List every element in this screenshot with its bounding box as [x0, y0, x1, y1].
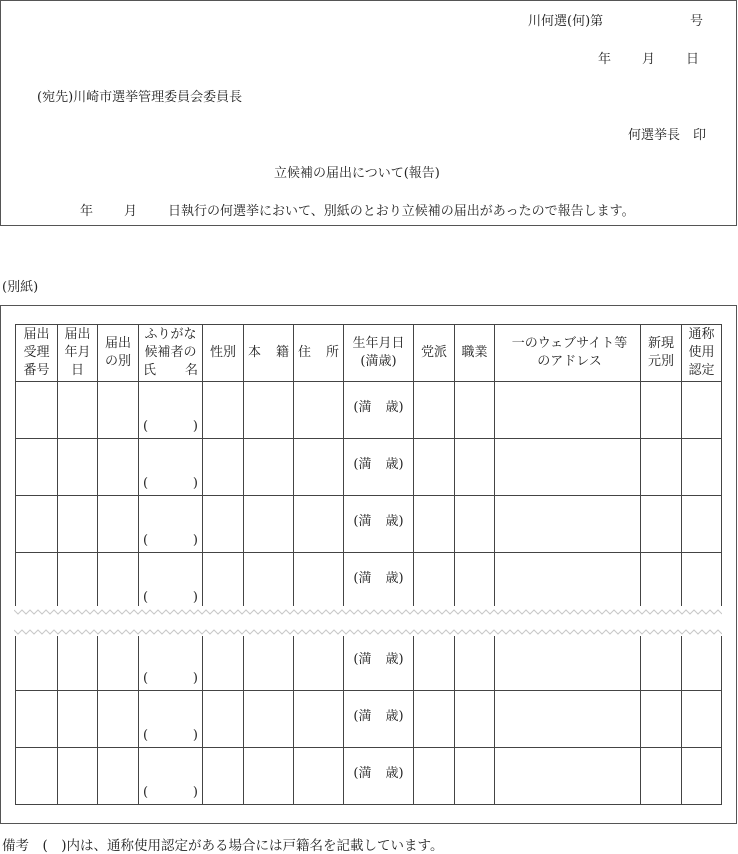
- table-cell[interactable]: [682, 382, 722, 439]
- birthdate-cell[interactable]: [344, 748, 414, 805]
- legal-name-brackets: ( ): [143, 671, 198, 686]
- report-number-label: 川何選(何)第: [528, 14, 604, 29]
- col-header-receipt-number: 届出 受理 番号: [16, 325, 58, 382]
- table-cell[interactable]: [294, 496, 344, 553]
- table-cell[interactable]: [294, 634, 344, 691]
- table-cell[interactable]: [16, 748, 58, 805]
- table-cell[interactable]: [495, 553, 641, 610]
- table-cell[interactable]: [16, 496, 58, 553]
- table-cell[interactable]: [495, 691, 641, 748]
- table-cell[interactable]: [58, 439, 98, 496]
- col-header-registered-domicile: 本 籍: [244, 325, 294, 382]
- candidate-name-cell[interactable]: [139, 496, 203, 553]
- table-cell[interactable]: [203, 382, 244, 439]
- table-cell[interactable]: [495, 382, 641, 439]
- table-cell[interactable]: [495, 496, 641, 553]
- candidate-name-cell[interactable]: [139, 634, 203, 691]
- report-title: 立候補の届出について(報告): [274, 166, 440, 181]
- table-cell[interactable]: [641, 634, 682, 691]
- table-cell[interactable]: [414, 496, 455, 553]
- report-body: [80, 200, 635, 219]
- table-cell[interactable]: [294, 748, 344, 805]
- age-placeholder: (満 歳): [353, 571, 404, 586]
- age-placeholder: (満 歳): [353, 514, 404, 529]
- table-cell[interactable]: [98, 634, 139, 691]
- birthdate-cell[interactable]: [344, 439, 414, 496]
- table-cell[interactable]: [495, 634, 641, 691]
- report-number-suffix: 号: [690, 14, 704, 29]
- body-month: 月: [124, 204, 138, 219]
- table-cell[interactable]: [203, 748, 244, 805]
- legal-name-brackets: ( ): [143, 728, 198, 743]
- col-header-gender: 性別: [203, 325, 244, 382]
- table-cell[interactable]: [414, 634, 455, 691]
- col-header-candidate-name: ふりがな 候補者の 氏 名: [139, 325, 203, 382]
- report-date: [598, 48, 699, 67]
- candidate-name-cell[interactable]: [139, 439, 203, 496]
- table-cell[interactable]: [203, 439, 244, 496]
- table-cell[interactable]: [203, 634, 244, 691]
- table-cell[interactable]: [682, 496, 722, 553]
- table-row: [16, 748, 722, 805]
- table-cell[interactable]: [641, 382, 682, 439]
- birthdate-cell[interactable]: [344, 634, 414, 691]
- table-cell[interactable]: [682, 439, 722, 496]
- table-row: [16, 553, 722, 610]
- legal-name-brackets: ( ): [143, 476, 198, 491]
- table-cell[interactable]: [294, 439, 344, 496]
- table-cell[interactable]: [455, 691, 495, 748]
- candidate-name-cell[interactable]: [139, 691, 203, 748]
- col-header-website: 一のウェブサイト等 のアドレス: [495, 325, 641, 382]
- table-cell[interactable]: [244, 439, 294, 496]
- age-placeholder: (満 歳): [353, 652, 404, 667]
- table-cell[interactable]: [203, 496, 244, 553]
- table-cell[interactable]: [58, 634, 98, 691]
- table-row: [16, 382, 722, 439]
- table-cell[interactable]: [414, 691, 455, 748]
- col-header-address: 住 所: [294, 325, 344, 382]
- header-row: [16, 325, 722, 382]
- table-cell[interactable]: [641, 496, 682, 553]
- addressee: (宛先)川崎市選挙管理委員会委員長: [37, 90, 243, 105]
- table-cell[interactable]: [58, 748, 98, 805]
- legal-name-brackets: ( ): [143, 590, 198, 605]
- table-cell[interactable]: [58, 496, 98, 553]
- table-cell[interactable]: [98, 439, 139, 496]
- table-row: [16, 691, 722, 748]
- table-row: [16, 634, 722, 691]
- table-cell[interactable]: [244, 691, 294, 748]
- table-cell[interactable]: [16, 634, 58, 691]
- table-cell[interactable]: [455, 553, 495, 610]
- table-cell[interactable]: [641, 748, 682, 805]
- table-cell[interactable]: [98, 496, 139, 553]
- table-cell[interactable]: [294, 691, 344, 748]
- table-cell[interactable]: [455, 496, 495, 553]
- table-cell[interactable]: [244, 553, 294, 610]
- col-header-new-incumbent: 新現 元別: [641, 325, 682, 382]
- col-header-filing-type: 届出 の別: [98, 325, 139, 382]
- age-placeholder: (満 歳): [353, 457, 404, 472]
- candidate-name-cell[interactable]: [139, 553, 203, 610]
- table-cell[interactable]: [16, 553, 58, 610]
- table-cell[interactable]: [98, 553, 139, 610]
- legal-name-brackets: ( ): [143, 419, 198, 434]
- table-cell[interactable]: [16, 439, 58, 496]
- table-cell[interactable]: [682, 691, 722, 748]
- col-header-occupation: 職業: [455, 325, 495, 382]
- date-year: 年: [598, 52, 612, 67]
- birthdate-cell[interactable]: [344, 382, 414, 439]
- table-cell[interactable]: [455, 748, 495, 805]
- birthdate-cell[interactable]: [344, 553, 414, 610]
- age-placeholder: (満 歳): [353, 400, 404, 415]
- table-cell[interactable]: [414, 439, 455, 496]
- candidate-name-cell[interactable]: [139, 748, 203, 805]
- table-cell[interactable]: [244, 382, 294, 439]
- table-cell[interactable]: [682, 553, 722, 610]
- table-cell[interactable]: [641, 553, 682, 610]
- table-row: [16, 439, 722, 496]
- table-cell[interactable]: [495, 439, 641, 496]
- col-header-filing-date: 届出 年月 日: [58, 325, 98, 382]
- body-year: 年: [80, 204, 94, 219]
- table-cell[interactable]: [455, 634, 495, 691]
- legal-name-brackets: ( ): [143, 785, 198, 800]
- table-cell[interactable]: [414, 382, 455, 439]
- date-month: 月: [642, 52, 656, 67]
- table-cell[interactable]: [58, 553, 98, 610]
- col-header-birthdate: 生年月日 (満歳): [344, 325, 414, 382]
- table-cell[interactable]: [244, 634, 294, 691]
- table-cell[interactable]: [58, 691, 98, 748]
- table-cell[interactable]: [16, 691, 58, 748]
- zigzag-top-icon: [14, 608, 722, 616]
- candidate-table-bottom: [15, 633, 722, 805]
- table-cell[interactable]: [203, 691, 244, 748]
- table-cell[interactable]: [203, 553, 244, 610]
- legal-name-brackets: ( ): [143, 533, 198, 548]
- col-header-party: 党派: [414, 325, 455, 382]
- age-placeholder: (満 歳): [353, 709, 404, 724]
- age-placeholder: (満 歳): [353, 766, 404, 781]
- table-cell[interactable]: [244, 496, 294, 553]
- table-cell[interactable]: [294, 382, 344, 439]
- footnote: 備考 ( )内は、通称使用認定がある場合には戸籍名を記載しています。: [2, 838, 444, 854]
- birthdate-cell[interactable]: [344, 496, 414, 553]
- table-break-marker: [14, 606, 722, 636]
- body-rest: 日執行の何選挙において、別紙のとおり立候補の届出があったので報告します。: [168, 204, 635, 219]
- sender: 何選挙長 印: [628, 128, 707, 143]
- table-cell[interactable]: [682, 748, 722, 805]
- table-cell[interactable]: [455, 439, 495, 496]
- table-cell[interactable]: [682, 634, 722, 691]
- table-row: [16, 496, 722, 553]
- table-cell[interactable]: [495, 748, 641, 805]
- table-cell[interactable]: [16, 382, 58, 439]
- table-cell[interactable]: [414, 553, 455, 610]
- table-cell[interactable]: [98, 691, 139, 748]
- table-cell[interactable]: [98, 748, 139, 805]
- table-cell[interactable]: [244, 748, 294, 805]
- date-day: 日: [686, 52, 700, 67]
- report-box: [0, 0, 737, 226]
- zigzag-bottom-icon: [14, 628, 722, 636]
- table-cell[interactable]: [98, 382, 139, 439]
- table-cell[interactable]: [641, 691, 682, 748]
- candidate-table-top: [15, 324, 722, 609]
- table-cell[interactable]: [455, 382, 495, 439]
- table-cell[interactable]: [414, 748, 455, 805]
- candidate-name-cell[interactable]: [139, 382, 203, 439]
- table-cell[interactable]: [641, 439, 682, 496]
- birthdate-cell[interactable]: [344, 691, 414, 748]
- col-header-alias-approval: 通称 使用 認定: [682, 325, 722, 382]
- attachment-label: (別紙): [2, 280, 39, 295]
- table-cell[interactable]: [294, 553, 344, 610]
- table-cell[interactable]: [58, 382, 98, 439]
